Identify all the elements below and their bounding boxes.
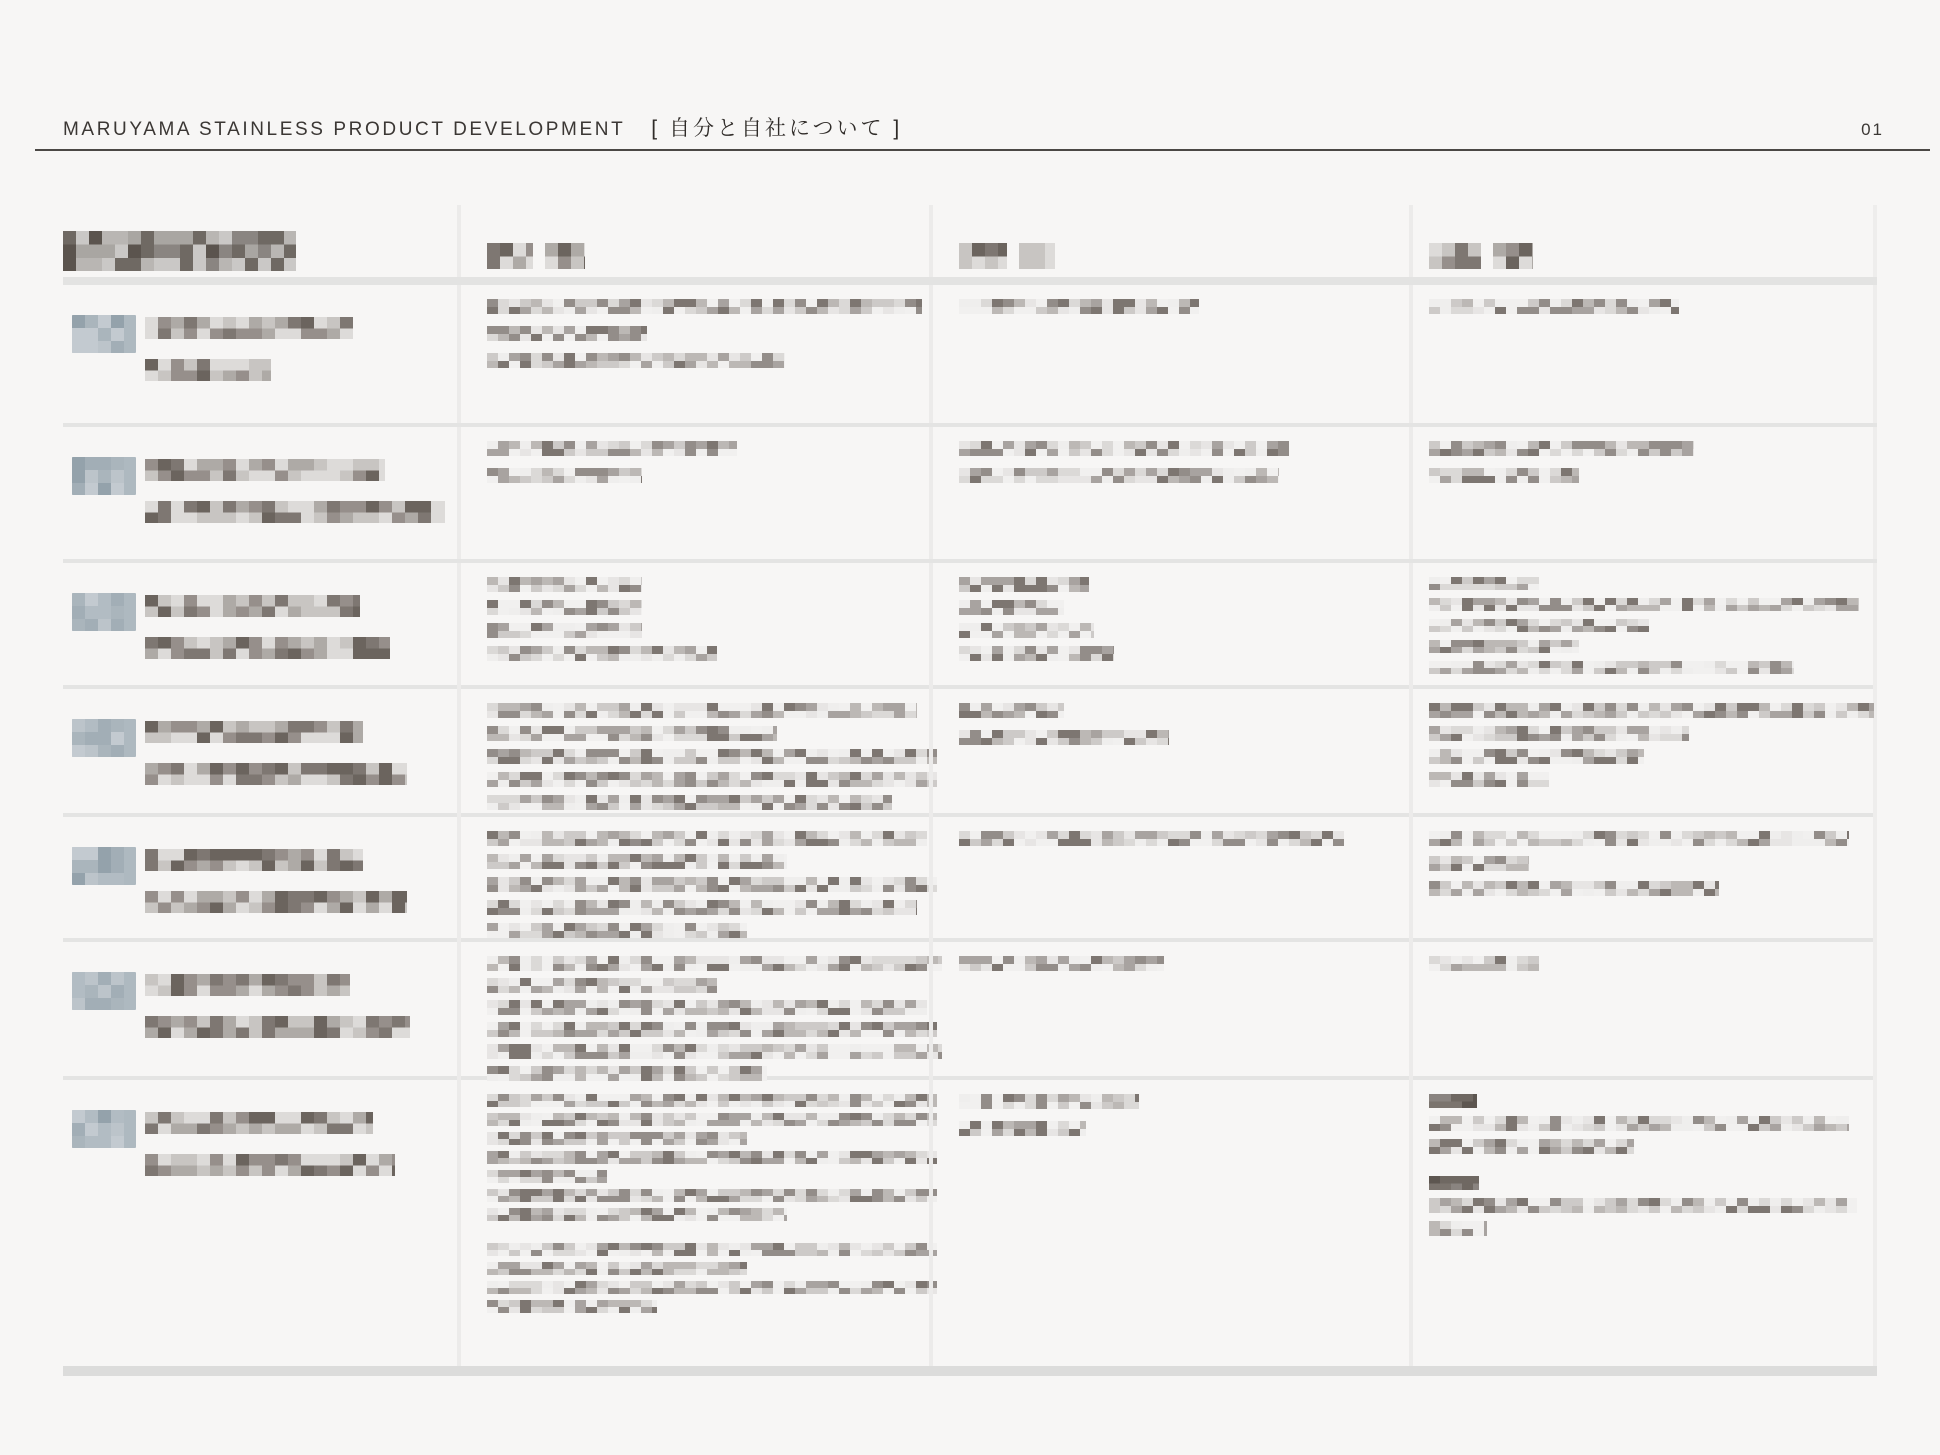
redacted-text-line [487, 1300, 657, 1313]
redacted-text-line [487, 1151, 937, 1164]
answer-cell [457, 285, 929, 423]
redacted-paragraph [959, 703, 1391, 745]
redacted-text-line [145, 1154, 395, 1176]
redacted-text-line [487, 243, 533, 269]
redacted-text-line [959, 441, 1289, 456]
redacted-text-line [487, 900, 917, 915]
redacted-text-line [959, 577, 1089, 592]
redacted-text-line [487, 353, 785, 368]
redacted-text-line [959, 1121, 1086, 1136]
redacted-text-line [959, 600, 1064, 615]
redacted-paragraph [959, 577, 1391, 661]
redacted-text-line [545, 243, 585, 269]
redacted-text-line [1429, 640, 1579, 653]
redacted-text-line [487, 703, 917, 718]
redacted-text-line [487, 726, 777, 741]
redacted-text-line [487, 923, 747, 938]
redacted-text-line [487, 1208, 787, 1221]
question-cell [63, 689, 457, 828]
redacted-paragraph [1429, 1094, 1855, 1154]
answer-cell [457, 563, 929, 692]
redacted-text-line [145, 891, 407, 913]
question-cell [63, 427, 457, 559]
redacted-paragraph [1429, 577, 1855, 674]
redacted-text-line [145, 721, 363, 743]
page-number: 01 [1861, 120, 1884, 139]
redacted-text-line [145, 317, 353, 339]
redacted-text-line [487, 1000, 927, 1015]
table-row [63, 1076, 1877, 1366]
column-header-redacted [457, 205, 929, 277]
redacted-paragraph [959, 441, 1391, 483]
redacted-text-line [487, 326, 647, 341]
question-badge [72, 972, 136, 1010]
answer-cell [457, 942, 929, 1098]
redacted-text-line [1429, 619, 1649, 632]
redacted-text-line [487, 956, 942, 971]
redacted-text-line [1429, 577, 1539, 590]
redacted-text-line [959, 243, 1007, 269]
redacted-text-line [487, 299, 922, 314]
redacted-text-line [487, 978, 717, 993]
answer-cell [929, 689, 1409, 828]
redacted-text-line [145, 849, 363, 871]
table-header-row [63, 205, 1877, 285]
redacted-text-line [487, 1170, 607, 1183]
answer-cell [457, 427, 929, 559]
question-badge [72, 719, 136, 757]
brand-title: MARUYAMA STAINLESS PRODUCT DEVELOPMENT [63, 119, 626, 140]
answer-cell [929, 285, 1409, 423]
redacted-paragraph [487, 577, 911, 661]
redacted-text-line [487, 646, 717, 661]
section-title: [ 自分と自社について ] [651, 117, 903, 140]
hearing-table [63, 205, 1877, 1376]
table-bottom-border [63, 1366, 1877, 1376]
redacted-text-line [1429, 598, 1859, 611]
redacted-text-line [487, 468, 642, 483]
redacted-text-line [487, 1066, 767, 1081]
redacted-text-line [1429, 441, 1694, 456]
table-row [63, 685, 1877, 813]
question-badge [72, 847, 136, 885]
redacted-text-line [1429, 299, 1679, 314]
redacted-paragraph [487, 703, 911, 810]
redacted-text-line [1429, 1116, 1849, 1131]
redacted-paragraph [959, 299, 1391, 314]
redacted-text-line [487, 795, 892, 810]
answer-cell [457, 689, 929, 828]
answer-cell [1409, 817, 1877, 956]
redacted-text-line [1429, 749, 1644, 764]
redacted-paragraph [487, 1094, 911, 1221]
redacted-text-line [145, 359, 271, 381]
redacted-text-line [487, 577, 642, 592]
question-cell [63, 817, 457, 956]
question-cell [63, 1080, 457, 1366]
redacted-text-line [487, 772, 937, 787]
redacted-text-line [959, 956, 1164, 971]
answer-cell [1409, 563, 1877, 692]
redacted-text-line [1429, 1221, 1487, 1236]
table-row [63, 938, 1877, 1076]
redacted-text-line [487, 1113, 937, 1126]
redacted-text-line [1429, 831, 1849, 846]
redacted-text-line [145, 974, 350, 996]
answer-cell [1409, 1080, 1877, 1366]
redacted-text-line [959, 623, 1094, 638]
table-row [63, 559, 1877, 685]
question-cell [63, 563, 457, 692]
answer-cell [457, 817, 929, 956]
redacted-text-line [145, 1112, 373, 1134]
redacted-text-line [145, 1016, 410, 1038]
redacted-text-line [145, 501, 445, 523]
table-row [63, 423, 1877, 559]
redacted-text-line [959, 299, 1199, 314]
redacted-text-line [1019, 243, 1055, 269]
redacted-text-line [487, 1243, 937, 1256]
redacted-text-line [487, 749, 937, 764]
question-badge [72, 593, 136, 631]
redacted-paragraph [487, 1243, 911, 1313]
answer-cell [929, 563, 1409, 692]
answer-cell [929, 942, 1409, 1098]
redacted-text-line [145, 459, 385, 481]
redacted-text-line [487, 1262, 747, 1275]
table-row [63, 813, 1877, 938]
redacted-text-line [959, 1094, 1139, 1109]
redacted-text-line [487, 1132, 747, 1145]
redacted-paragraph [1429, 831, 1855, 896]
redacted-text-line [1429, 772, 1549, 787]
answer-cell [1409, 427, 1877, 559]
redacted-paragraph [959, 1094, 1391, 1136]
page-header [0, 0, 1940, 150]
table-title-redacted [63, 205, 457, 277]
header-rule [35, 149, 1930, 151]
redacted-text-line [1429, 881, 1719, 896]
redacted-text-line [487, 623, 642, 638]
redacted-text-line [1493, 243, 1533, 269]
redacted-paragraph [487, 956, 911, 1081]
redacted-text-line [487, 831, 927, 846]
redacted-paragraph [487, 831, 911, 938]
redacted-text-line [959, 831, 1344, 846]
answer-cell [929, 427, 1409, 559]
redacted-text-line [1429, 1139, 1634, 1154]
redacted-paragraph [959, 831, 1391, 846]
column-header-redacted [1409, 205, 1877, 277]
redacted-paragraph [487, 299, 911, 368]
answer-cell [1409, 285, 1877, 423]
redacted-text-line [145, 637, 390, 659]
redacted-paragraph [1429, 703, 1855, 787]
redacted-text-line [959, 703, 1064, 718]
redacted-text-line [145, 763, 407, 785]
redacted-text-line [1429, 661, 1794, 674]
redacted-paragraph [1429, 441, 1855, 483]
redacted-label-line [1429, 1094, 1477, 1108]
redacted-text-line [487, 441, 737, 456]
redacted-text-line [959, 730, 1169, 745]
column-header-redacted [929, 205, 1409, 277]
redacted-text-line [1429, 703, 1874, 718]
redacted-text-line [487, 1094, 937, 1107]
redacted-text-line [487, 854, 787, 869]
redacted-text-line [1429, 1198, 1857, 1213]
redacted-paragraph [487, 441, 911, 483]
answer-cell [929, 1080, 1409, 1366]
redacted-text-line [959, 646, 1114, 661]
question-badge [72, 315, 136, 353]
table-row [63, 285, 1877, 423]
redacted-text-line [1429, 956, 1539, 971]
redacted-text-line [487, 877, 937, 892]
redacted-paragraph [1429, 1176, 1855, 1236]
question-badge [72, 457, 136, 495]
redacted-paragraph [1429, 299, 1855, 314]
redacted-text-line [487, 1044, 942, 1059]
question-badge [72, 1110, 136, 1148]
redacted-text-line [487, 1022, 937, 1037]
redacted-text-line [63, 231, 296, 271]
answer-cell [1409, 942, 1877, 1098]
answer-cell [929, 817, 1409, 956]
redacted-text-line [487, 1281, 937, 1294]
answer-cell [1409, 689, 1877, 828]
redacted-text-line [1429, 856, 1529, 871]
redacted-text-line [959, 468, 1279, 483]
answer-cell [457, 1080, 929, 1366]
redacted-paragraph [1429, 956, 1855, 971]
redacted-text-line [1429, 243, 1481, 269]
redacted-text-line [487, 1189, 937, 1202]
redacted-text-line [1429, 726, 1689, 741]
redacted-paragraph [959, 956, 1391, 971]
question-cell [63, 942, 457, 1098]
question-cell [63, 285, 457, 423]
redacted-text-line [1429, 468, 1579, 483]
redacted-text-line [145, 595, 360, 617]
redacted-label-line [1429, 1176, 1479, 1190]
redacted-text-line [487, 600, 642, 615]
